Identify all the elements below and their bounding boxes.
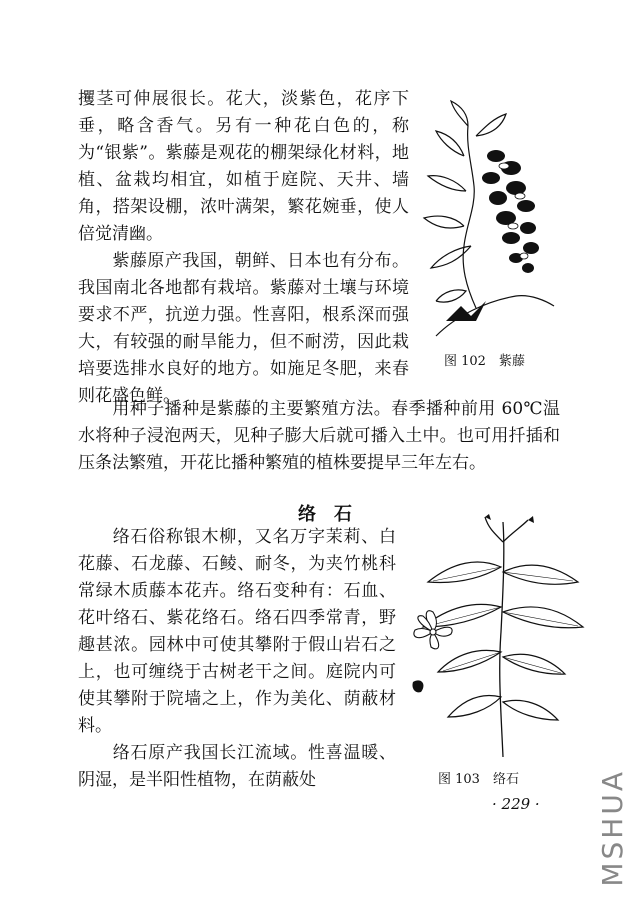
star-jasmine-illustration: [393, 512, 608, 762]
paragraph-5: [78, 740, 396, 794]
paragraph-5-text: 络石原产我国长江流域。性喜温暖、阴湿，是半阳性植物，在荫蔽处: [78, 743, 396, 790]
page-number: · 229 ·: [492, 795, 540, 813]
paragraph-3: [78, 396, 560, 477]
figure-1-caption: 图 102 紫藤: [444, 354, 525, 369]
paragraph-1: 攫茎可伸展很长。花大，淡紫色，花序下垂，略含香气。另有一种花白色的，称为“银紫”。紫藤是观花的棚架绿化材料，地植、盆栽均相宜，如植于庭院、天井、墙角，搭架设棚，浓叶满架，繁花婉垂，使人倍觉清幽。: [78, 89, 409, 244]
watermark: MSHUA: [596, 769, 629, 887]
paragraph-4: [78, 524, 396, 740]
paragraph-2: [78, 248, 409, 410]
paragraph-3-text: 用种子播种是紫藤的主要繁殖方法。春季播种前用 60℃温水将种子浸泡两天，见种子膨大后就可播入土中。也可用扦插和压条法繁殖，开花比播种繁殖的植株要提早三年左右。: [78, 399, 560, 473]
paragraph-4-text: 络石俗称银木柳，又名万字茉莉、白花藤、石龙藤、石鲮、耐冬，为夹竹桃科常绿木质藤本花卉。络石变种有：石血、花叶络石、紫花络石。络石四季常青，野趣甚浓。园林中可使其攀附于假山岩石之上，也可缠绕于古树老干之间。庭院内可使其攀附于院墙之上，作为美化、荫蔽材料。: [78, 527, 396, 736]
figure-2-caption: 图 103 络石: [438, 772, 519, 787]
section-heading: 络石: [298, 504, 370, 525]
paragraph-2-text: 紫藤原产我国，朝鲜、日本也有分布。我国南北各地都有栽培。紫藤对土壤与环境要求不严，抗逆力强。性喜阳，根系深而强大，有较强的耐旱能力，但不耐涝，因此栽培要选排水良好的地方。如施足冬肥，来春则花盛色鲜。: [78, 251, 409, 406]
wisteria-illustration: [416, 96, 556, 341]
